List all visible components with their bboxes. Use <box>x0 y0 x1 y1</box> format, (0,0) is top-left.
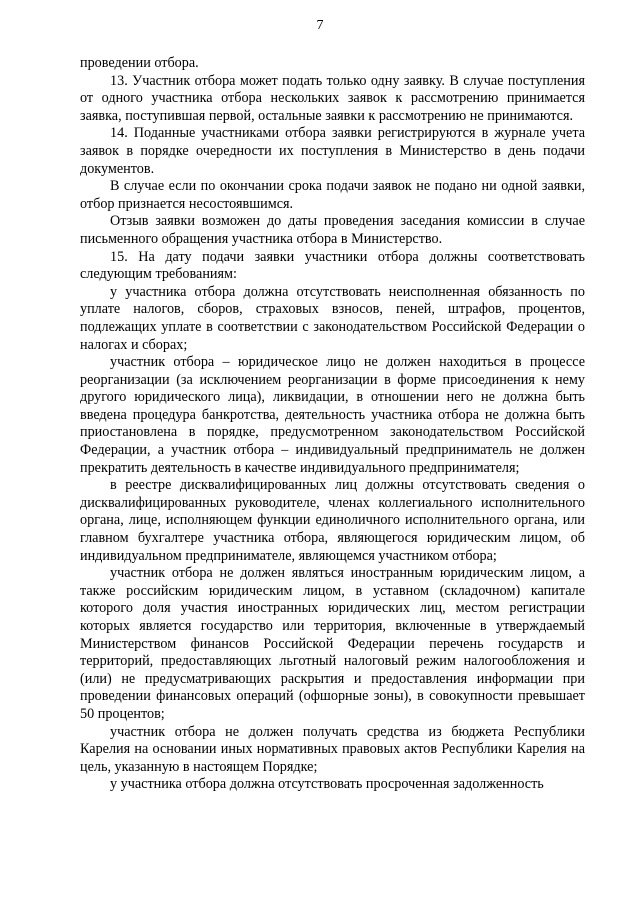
paragraph-requirement-foreign: участник отбора не должен являться иностранным юридическим лицом, а также российским юридическим лицом, в уставном (складочном) капитале которого доля участия иностранных юридических лиц, местом регистрации которых является государство или территория, включенные в утверждаемый Министерством финансов Российской Федерации перечень государств и территорий, предоставляющих льготный налоговый режим налогообложения и (или) не предусматривающих раскрытия и предоставления информации при проведении финансовых операций (офшорные зоны), в совокупности превышает 50 процентов; <box>80 565 585 722</box>
paragraph-no-applications: В случае если по окончании срока подачи заявок не подано ни одной заявки, отбор признается несостоявшимся. <box>80 178 585 212</box>
paragraph-requirement-taxes: у участника отбора должна отсутствовать неисполненная обязанность по уплате налогов, сборов, страховых взносов, пеней, штрафов, процентов, подлежащих уплате в соответствии с законодательством Российской Федерации о налогах и сборах; <box>80 283 585 353</box>
paragraph-item-14: 14. Поданные участниками отбора заявки регистрируются в журнале учета заявок в порядке очередности их поступления в Министерство в день подачи документов. <box>80 125 585 177</box>
paragraph-requirement-disqualified: в реестре дисквалифицированных лиц должны отсутствовать сведения о дисквалифицированных руководителе, членах коллегиального исполнительного органа, лице, исполняющем функции единоличного исполнительного органа, или главном бухгалтере участника отбора, являющегося юридическим лицом, об индивидуальном предпринимателе, являющемся участником отбора; <box>80 477 585 564</box>
paragraph-requirement-reorganization: участник отбора – юридическое лицо не должен находиться в процессе реорганизации (за исключением реорганизации в форме присоединения к нему другого юридического лица), ликвидации, в отношении него не должна быть введена процедура банкротства, деятельность участника отбора не должна быть приостановлена в порядке, предусмотренном законодательством Российской Федерации, а участник отбора – индивидуальный предприниматель не должен прекратить деятельность в качестве индивидуального предпринимателя; <box>80 354 585 476</box>
paragraph-requirement-debt: у участника отбора должна отсутствовать просроченная задолженность <box>110 776 544 793</box>
document-body <box>80 55 585 794</box>
paragraph-withdrawal: Отзыв заявки возможен до даты проведения заседания комиссии в случае письменного обращения участника отбора в Министерство. <box>80 213 585 247</box>
paragraph-item-13: 13. Участник отбора может подать только одну заявку. В случае поступления от одного участника отбора нескольких заявок к рассмотрению принимается заявка, поступившая первой, остальные заявки к рассмотрению не принимаются. <box>80 72 585 124</box>
paragraph-requirement-budget: участник отбора не должен получать средства из бюджета Республики Карелия на основании иных нормативных правовых актов Республики Карелия на цель, указанную в настоящем Порядке; <box>80 723 585 775</box>
paragraph-continuation: проведении отбора. <box>80 55 199 71</box>
paragraph-item-15: 15. На дату подачи заявки участники отбора должны соответствовать следующим требованиям: <box>80 248 585 283</box>
page-number: 7 <box>316 18 324 33</box>
